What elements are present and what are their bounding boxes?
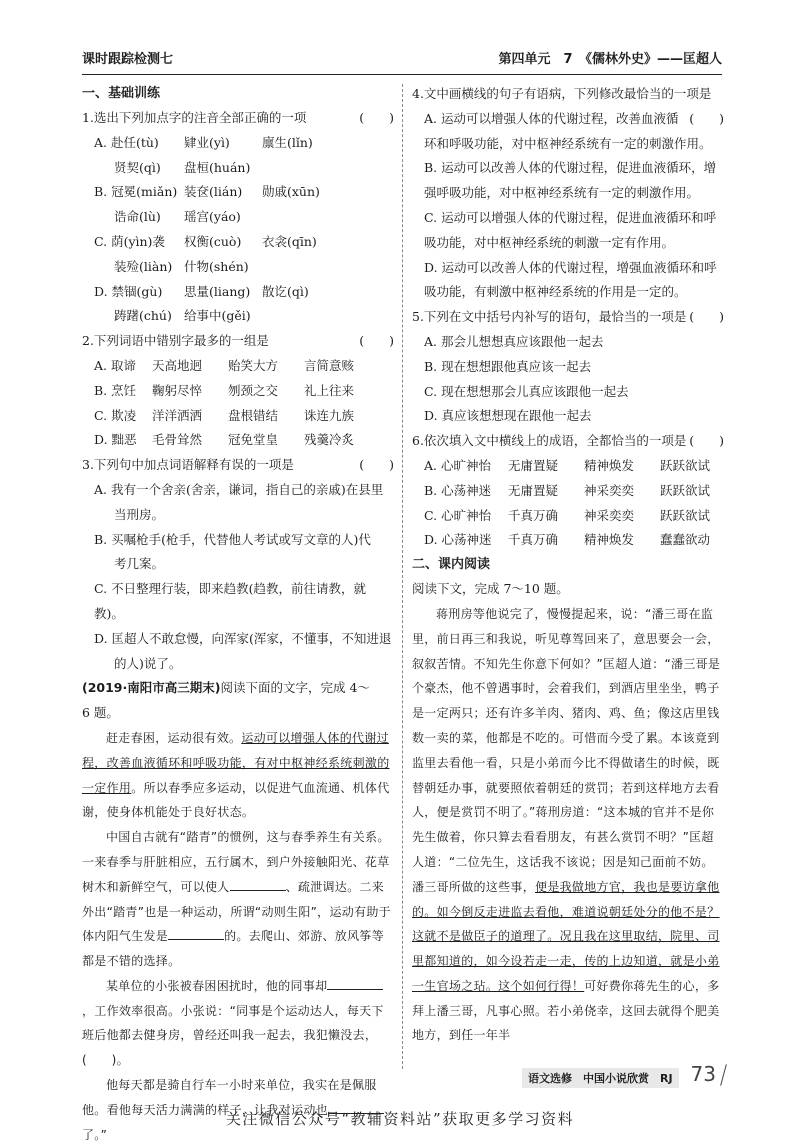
q1-option-a [82,131,394,156]
q1-b3: 勋戚(xūn) [262,184,320,200]
p3-part2: ，工作效率很高。小张说：“同事是个运动达人，每天下班后他都去健身房，曾经还叫我一起去，我犯懒没去，( )。 [82,1003,384,1068]
q2-stem: 2.下列词语中错别字最多的一组是 [82,333,269,349]
q2-option-d [82,428,394,453]
q2-d-word3: 冠免堂皇 [228,432,279,448]
q6-option-a [412,454,724,479]
bottom-promo-note: 关注微信公众号“教辅资料站”获取更多学习资料 [225,1110,575,1128]
q2-option-b [82,379,394,404]
q2-b-word1: B. 烹饪 [94,382,137,398]
header-right-title: 第四单元 7 《儒林外史》——匡超人 [498,52,722,67]
blank-2 [168,927,224,940]
q5-answer-paren: ( ) [689,309,724,325]
q3-stem: 3.下列句中加点词语解释有误的一项是 [82,457,294,473]
left-column [82,82,394,1147]
q6-option-d [412,528,724,553]
q6-option-b [412,479,724,504]
p2-part2: 、疏泄调达。二来外出“踏青”也是一种运动，所谓“动则生阳”，运动有助于体内阳气生发是 [82,879,391,944]
q1-option-b-cont [82,205,394,230]
question-6 [412,429,724,454]
reading-instruction: 阅读下文，完成 7～10 题。 [412,581,569,597]
question-3 [82,453,394,478]
question-5 [412,305,724,330]
q6-b-word3: 神采奕奕 [584,482,635,498]
q4-option-d: D. 运动可以改善人体的代谢过程，增强血液循环和呼吸功能，有刺激中枢神经系统的作用是一定的。 [424,259,717,300]
section-basic-training: 一、基础训练 [82,86,161,101]
q6-c-word4: 跃跃欲试 [660,507,711,523]
p2-part3: 的。去爬山、郊游、放风筝等都是不错的选择。 [82,929,385,969]
passage-paragraph-1 [82,726,394,825]
header-rule [82,74,722,75]
p1-tail: 。所以春季应多运动，以促进气血流通、机体代谢，使身体机能处于良好状态。 [82,780,390,820]
q4-option-b: B. 运动可以改善人体的代谢过程，促进血液循环，增强呼吸功能，对中枢神经系统有一定的刺激作用。 [424,160,717,201]
q1-c1: C. 荫(yìn)袭 [94,233,165,249]
q1-option-b [82,180,394,205]
q1-a2: 肄业(yì) [184,134,230,150]
right-column [412,82,724,1048]
q6-stem: 6.依次填入文中横线上的成语，全都恰当的一项是 [412,433,687,449]
q1-c5: 什物(shén) [184,258,249,274]
q1-b4: 诰命(lù) [114,209,161,225]
q1-a4: 贤契(qì) [114,159,161,175]
page-header [82,48,722,72]
excerpt-underlined: 便是我做地方官，我也是要访拿他的。如今倒反走进监去看他，难道说朝廷处分的他不是？这就不是做臣子的道理了。况且我在这里取结，院里、司里都知道的，如今设若走一走，传的上边知道，就是小弟一生官场之玷。这个如何行得！ [412,879,720,993]
q5-option-a: A. 那会儿想想真应该跟他一起去 [424,333,604,349]
q4-stem: 4.文中画横线的句子有语病，下列修改最恰当的一项是 [412,86,712,101]
q3-option-d: D. 匡超人不敢怠慢，向浑家(浑家，不懂事，不知进退 [94,630,392,646]
q1-d3: 散讫(qì) [262,283,309,299]
q5-option-d: D. 真应该想想现在跟他一起去 [424,408,592,424]
novel-excerpt [412,602,724,1048]
q1-option-d-cont [82,304,394,329]
q3-option-b: B. 买嘱枪手(枪手，代替他人考试或写文章的人)代 [94,531,371,547]
q6-a-word3: 精神焕发 [584,457,635,473]
q1-d4: 踌躇(chú) [114,308,172,324]
q2-a-word1: A. 取谛 [94,357,136,373]
q1-c3: 衣衾(qīn) [262,233,317,249]
q2-b-word3: 刎颈之交 [228,382,279,398]
q6-c-word3: 神采奕奕 [584,507,635,523]
q6-d-word4: 蠢蠢欲动 [660,532,711,548]
q2-d-word1: D. 黜恶 [94,432,137,448]
page-number: 73 [690,1062,716,1086]
source-instruction-cont: 6 题。 [82,705,119,721]
p1-lead: 赶走春困，运动很有效。 [106,730,242,745]
q1-a1: A. 赴任(tù) [94,134,159,150]
q1-a3: 廪生(lǐn) [262,134,313,150]
passage-paragraph-2 [82,825,394,974]
passage-paragraph-3 [82,974,394,1073]
q6-option-c [412,504,724,529]
q6-b-word2: 无庸置疑 [508,482,559,498]
header-left-title: 课时跟踪检测七 [82,52,174,67]
q6-c-word2: 千真万确 [508,507,559,523]
excerpt-part2: 可好费你蒋先生的心，多拜上潘三哥，凡事心照。若小弟侥幸，这回去就得个肥美地方，到任一年半 [412,978,720,1043]
blank-1 [230,878,286,891]
q2-option-a [82,354,394,379]
blank-3 [327,977,383,990]
q1-d2: 思量(liang) [184,283,251,299]
q3-option-d-cont: 的人)说了。 [114,655,182,671]
q2-b-word2: 鞠躬尽悴 [152,382,203,398]
q5-stem: 5.下列在文中括号内补写的语句，最恰当的一项是 [412,309,687,325]
q4-option-c: C. 运动可以增强人体的代谢过程，促进血液循环和呼吸功能，对中枢神经系统的刺激一定有作用。 [424,209,717,250]
q3-option-a: A. 我有一个舍亲(舍亲，谦词，指自己的亲戚)在县里 [94,481,384,497]
q6-d-word3: 精神焕发 [584,532,635,548]
q3-option-a-cont: 当刑房。 [114,506,165,522]
q6-d-word1: D. 心荡神迷 [424,532,492,548]
p4-part1: 他每天都是骑自行车一小时来单位，我实在是佩服他。看他每天活力满满的样子，让我对运动也 [82,1078,377,1117]
footer-slash [720,1064,727,1086]
p4-part2: 了。” [82,1127,108,1142]
q1-c4: 装殓(liàn) [114,258,173,274]
excerpt-part1: 蒋刑房等他说完了，慢慢提起来，说：“潘三哥在监里，前日再三和我说，听见尊驾回来了，意思要会一会，叙叙苦情。不知先生你意下何如？”匡超人道：“潘三哥是个豪杰，他不曾遇事时，会着我们，到酒店里坐坐，鸭子是一定两只；还有许多羊肉、猪肉、鸡、鱼；像这店里钱数一卖的菜，他都是不吃的。可惜而今受了累。本该竟到监里去看他一看，只是小弟而今比不得做诸生的时候，既替朝廷办事，就要照依着朝廷的赏罚；若到这样地方去看人，便是赏罚不明了。”蒋刑房道：“这本城的官并不是你先生做着，你只算去看看朋友，有甚么赏罚不明？”匡超人道：“二位先生，这话我不该说；因是知己面前不妨。潘三哥所做的这些事， [412,606,721,894]
q1-option-c-cont [82,255,394,280]
q4-option-a: A. 运动可以增强人体的代谢过程，改善血液循环和呼吸功能，对中枢神经系统有一定的刺激作用。 [424,110,712,151]
question-4 [412,82,724,126]
q1-a5: 盘桓(huán) [184,159,251,175]
q2-d-word2: 毛骨耸然 [152,432,203,448]
q2-b-word4: 礼上往来 [304,382,355,398]
q2-a-word2: 天高地迥 [152,357,203,373]
question-2 [82,329,394,354]
section-in-class-reading: 二、课内阅读 [412,557,491,573]
q3-option-b-cont: 考几案。 [114,556,165,572]
footer-book-tag: 语文选修 中国小说欣赏 RJ [522,1068,679,1088]
q6-b-word4: 跃跃欲试 [660,482,711,498]
q2-a-word4: 言简意赅 [304,357,355,373]
q5-option-c: C. 现在想想那会儿真应该跟他一起去 [424,383,629,399]
q1-option-a-cont [82,156,394,181]
q3-answer-paren: ( ) [359,457,394,473]
q6-d-word2: 千真万确 [508,532,559,548]
q4-answer-paren: ( ) [689,110,724,126]
q6-a-word4: 跃跃欲试 [660,457,711,473]
q1-b1: B. 冠冕(miǎn) [94,184,178,200]
q5-option-b: B. 现在想想跟他真应该一起去 [424,358,592,374]
q2-c-word1: C. 欺凌 [94,407,137,423]
q6-a-word1: A. 心旷神怡 [424,457,491,473]
question-1 [82,106,394,131]
q6-answer-paren: ( ) [689,433,724,449]
q6-b-word1: B. 心荡神迷 [424,482,492,498]
q2-answer-paren: ( ) [359,333,394,349]
q3-option-c: C. 不日整理行装，即来趋教(趋教，前往请教，就教)。 [94,581,366,621]
q1-stem: 1.选出下列加点字的注音全部正确的一项 [82,110,307,125]
q2-d-word4: 残羹冷炙 [304,432,355,448]
q2-c-word3: 盘根错结 [228,407,279,423]
q2-option-c [82,404,394,429]
column-divider [402,84,403,1069]
p3-part1: 某单位的小张被春困困扰时，他的同事却 [106,978,328,993]
page-footer [522,1064,722,1090]
q1-d1: D. 禁锢(gù) [94,283,163,299]
q1-option-d [82,280,394,305]
q1-option-c [82,230,394,255]
q6-c-word1: C. 心旷神怡 [424,507,492,523]
reading-source [82,676,394,701]
q1-b2: 装奁(lián) [184,184,243,200]
source-label: (2019·南阳市高三期末) [82,680,221,696]
q2-a-word3: 贻笑大方 [228,357,279,373]
q1-c2: 权衡(cuò) [184,233,242,249]
q1-answer-paren: ( ) [359,110,394,125]
q2-c-word2: 洋洋洒洒 [152,407,203,423]
source-instruction: 阅读下面的文字，完成 4～ [220,680,370,696]
q6-a-word2: 无庸置疑 [508,457,559,473]
q1-d5: 给事中(gěi) [184,308,251,324]
p2-part1: 中国自古就有“踏青”的惯例，这与春季养生有关系。一来春季与肝脏相应，五行属木，到户外接触阳光、花草树木和新鲜空气，可以使人 [82,830,390,894]
q2-c-word4: 诛连九族 [304,407,355,423]
p1-underlined-sentence: 运动可以增强人体的代谢过程，改善血液循环和呼吸功能，有对中枢神经系统刺激的一定作用 [82,730,390,795]
q1-b5: 瑶宫(yáo) [184,209,241,225]
